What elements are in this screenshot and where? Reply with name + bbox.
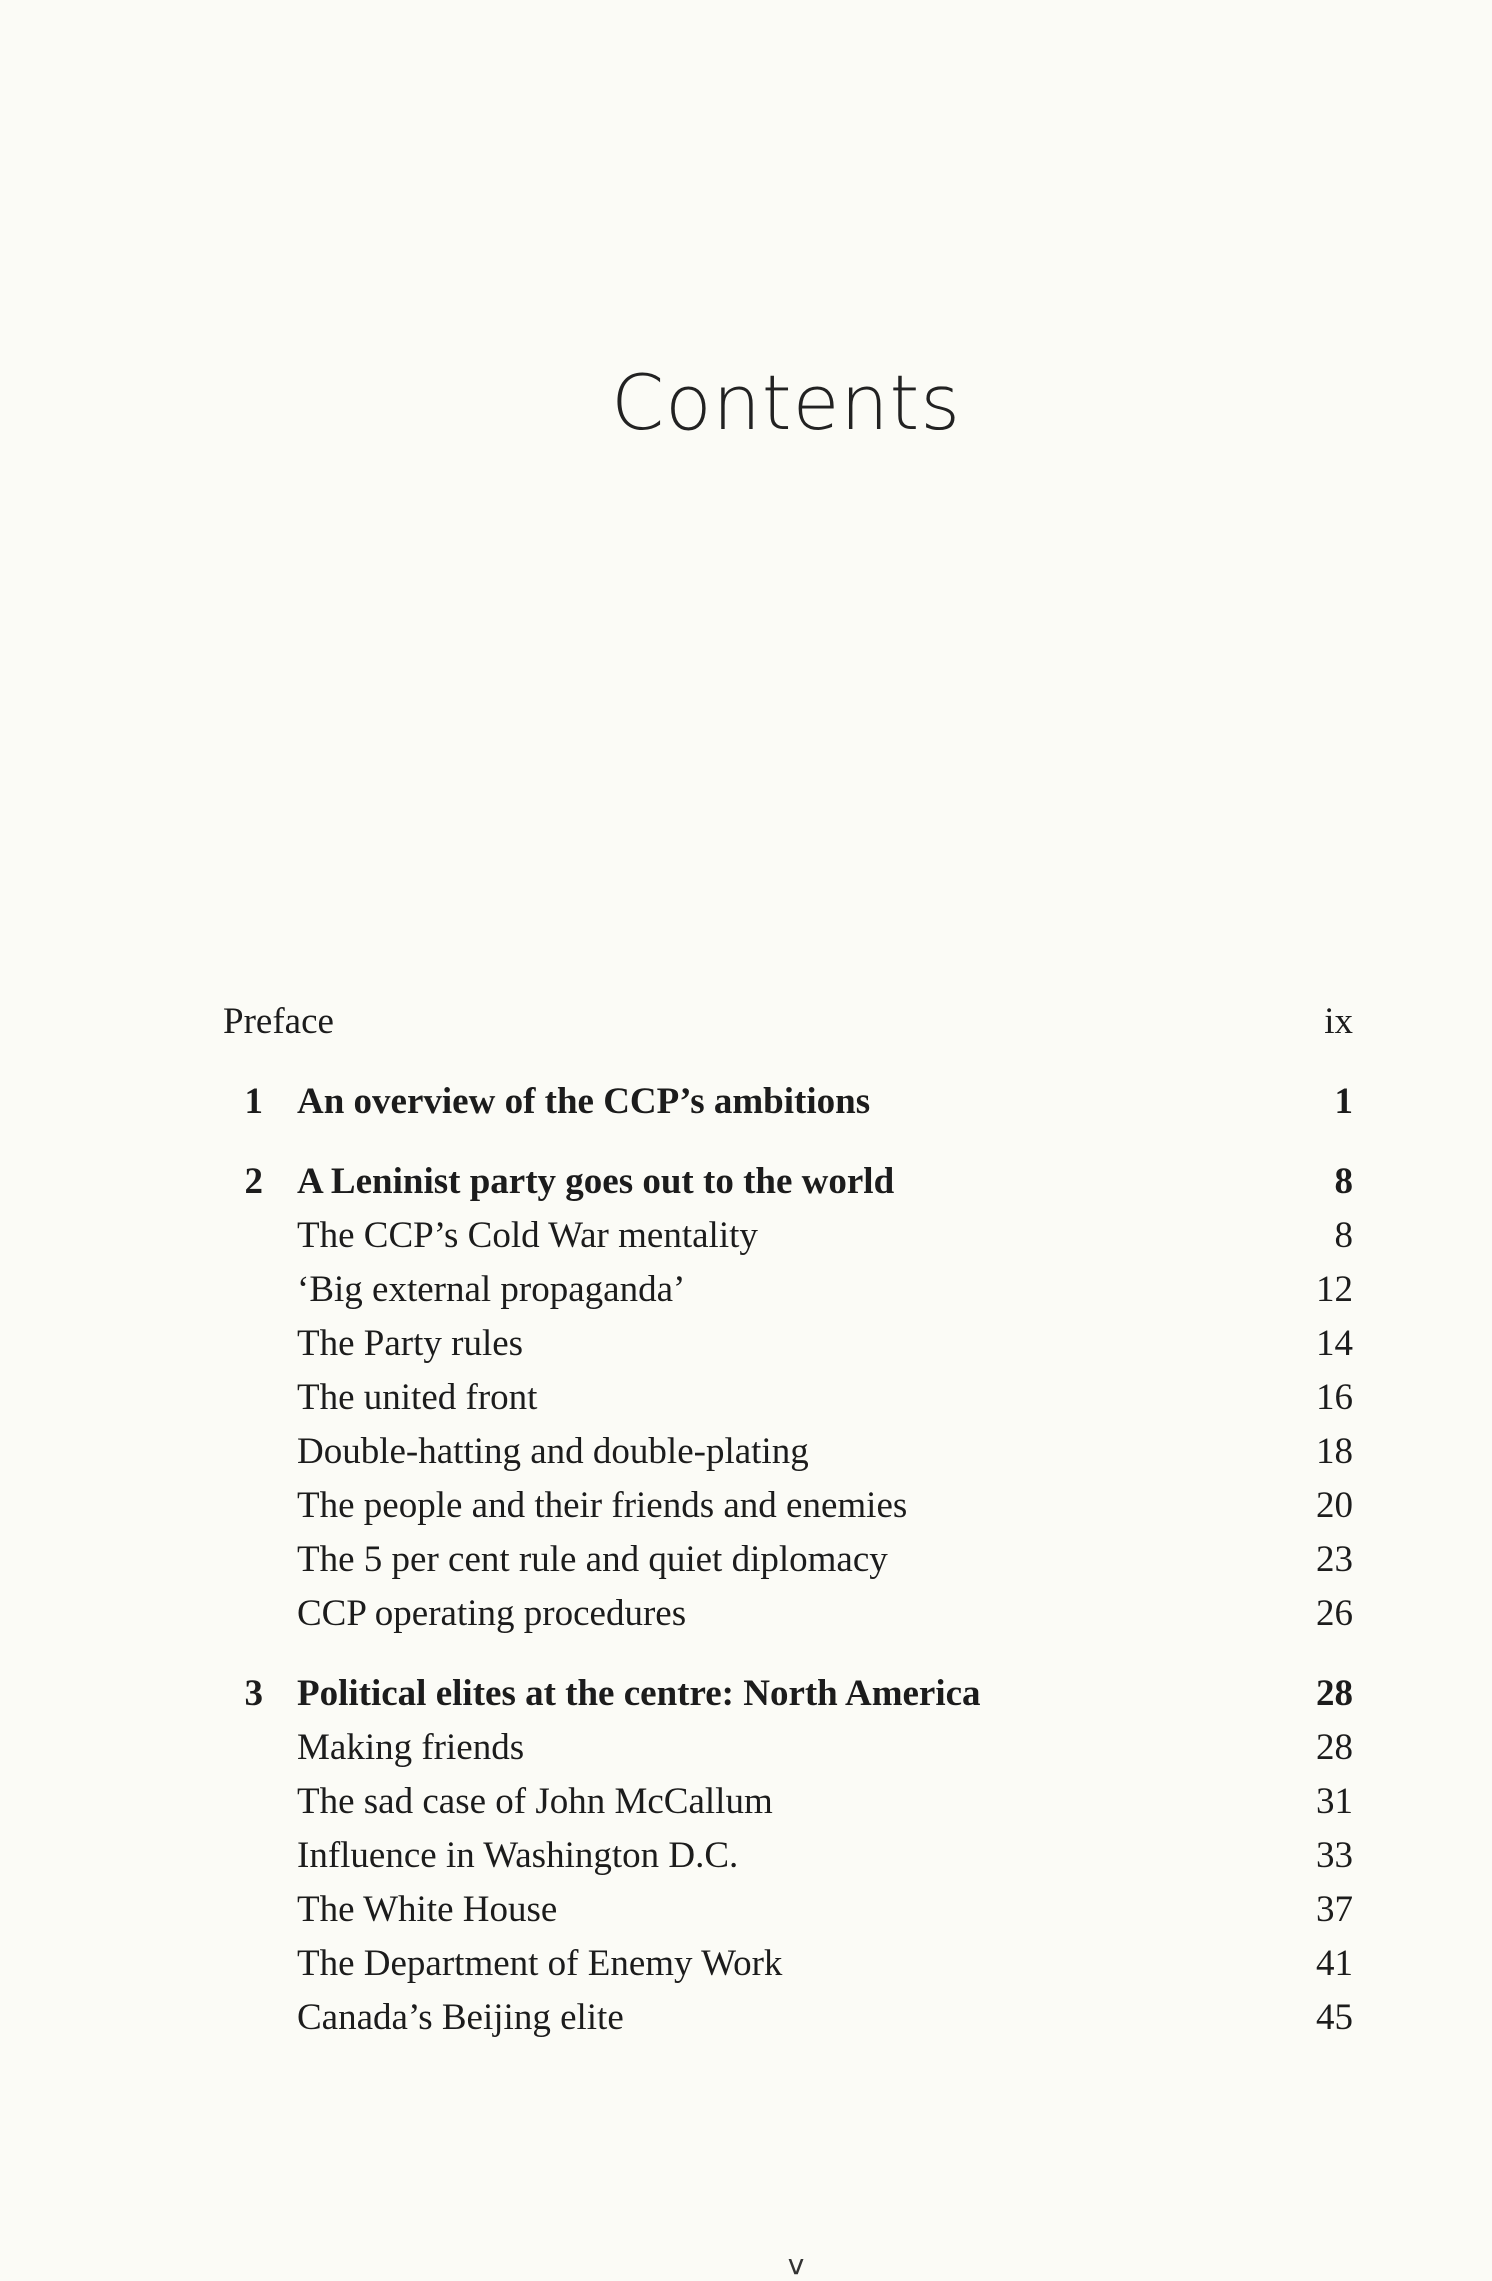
toc-section[interactable] <box>223 1775 1353 1829</box>
toc-chapter-2[interactable] <box>223 1155 1353 1209</box>
section-title: Making friends <box>297 1727 525 1768</box>
section-title: CCP operating procedures <box>297 1593 687 1634</box>
section-title: The Department of Enemy Work <box>297 1943 783 1984</box>
section-page: 33 <box>1316 1835 1353 1876</box>
toc-entry-preface[interactable] <box>223 995 1353 1049</box>
toc-chapter-3[interactable] <box>223 1667 1353 1721</box>
section-title: Canada’s Beijing elite <box>297 1997 624 2038</box>
toc-section[interactable] <box>223 1533 1353 1587</box>
toc-section[interactable] <box>223 1883 1353 1937</box>
chapter-title: Political elites at the centre: North America <box>297 1673 981 1714</box>
section-title: The Party rules <box>297 1323 524 1364</box>
section-title: The 5 per cent rule and quiet diplomacy <box>297 1539 888 1580</box>
section-page: 45 <box>1316 1997 1353 2038</box>
section-page: 23 <box>1316 1539 1353 1580</box>
toc-section[interactable] <box>223 1587 1353 1641</box>
toc-section[interactable] <box>223 1209 1353 1263</box>
section-title: The White House <box>297 1889 558 1930</box>
section-title: The CCP’s Cold War mentality <box>297 1215 758 1256</box>
section-title: ‘Big external propaganda’ <box>297 1269 686 1310</box>
section-page: 18 <box>1316 1431 1353 1472</box>
section-title: Double-hatting and double-plating <box>297 1431 809 1472</box>
section-page: 20 <box>1316 1485 1353 1526</box>
page-number: v <box>787 2248 805 2281</box>
toc-chapter-1[interactable] <box>223 1075 1353 1129</box>
page-title: Contents <box>611 358 961 447</box>
chapter-title: An overview of the CCP’s ambitions <box>297 1081 871 1122</box>
section-page: 14 <box>1316 1323 1353 1364</box>
toc-section[interactable] <box>223 1991 1353 2045</box>
chapter-page: 8 <box>1334 1161 1353 1202</box>
toc-section[interactable] <box>223 1937 1353 1991</box>
toc-section[interactable] <box>223 1371 1353 1425</box>
chapter-number: 3 <box>244 1673 263 1714</box>
section-page: 8 <box>1334 1215 1353 1256</box>
chapter-number: 2 <box>244 1161 263 1202</box>
section-page: 16 <box>1316 1377 1353 1418</box>
chapter-number: 1 <box>244 1081 263 1122</box>
chapter-title: A Leninist party goes out to the world <box>297 1161 895 1202</box>
section-page: 37 <box>1316 1889 1353 1930</box>
toc-entry-page: ix <box>1324 1001 1353 1042</box>
section-title: The united front <box>297 1377 538 1418</box>
section-page: 31 <box>1316 1781 1353 1822</box>
chapter-page: 28 <box>1316 1673 1353 1714</box>
section-page: 12 <box>1316 1269 1353 1310</box>
toc-section[interactable] <box>223 1317 1353 1371</box>
toc-section[interactable] <box>223 1829 1353 1883</box>
toc-section[interactable] <box>223 1479 1353 1533</box>
section-page: 41 <box>1316 1943 1353 1984</box>
section-page: 28 <box>1316 1727 1353 1768</box>
section-title: The sad case of John McCallum <box>297 1781 773 1822</box>
toc-section[interactable] <box>223 1721 1353 1775</box>
toc-entry-label: Preface <box>223 1001 334 1042</box>
section-page: 26 <box>1316 1593 1353 1634</box>
section-title: Influence in Washington D.C. <box>297 1835 739 1876</box>
table-of-contents <box>223 995 1353 2045</box>
chapter-page: 1 <box>1334 1081 1353 1122</box>
toc-section[interactable] <box>223 1425 1353 1479</box>
toc-section[interactable] <box>223 1263 1353 1317</box>
section-title: The people and their friends and enemies <box>297 1485 908 1526</box>
